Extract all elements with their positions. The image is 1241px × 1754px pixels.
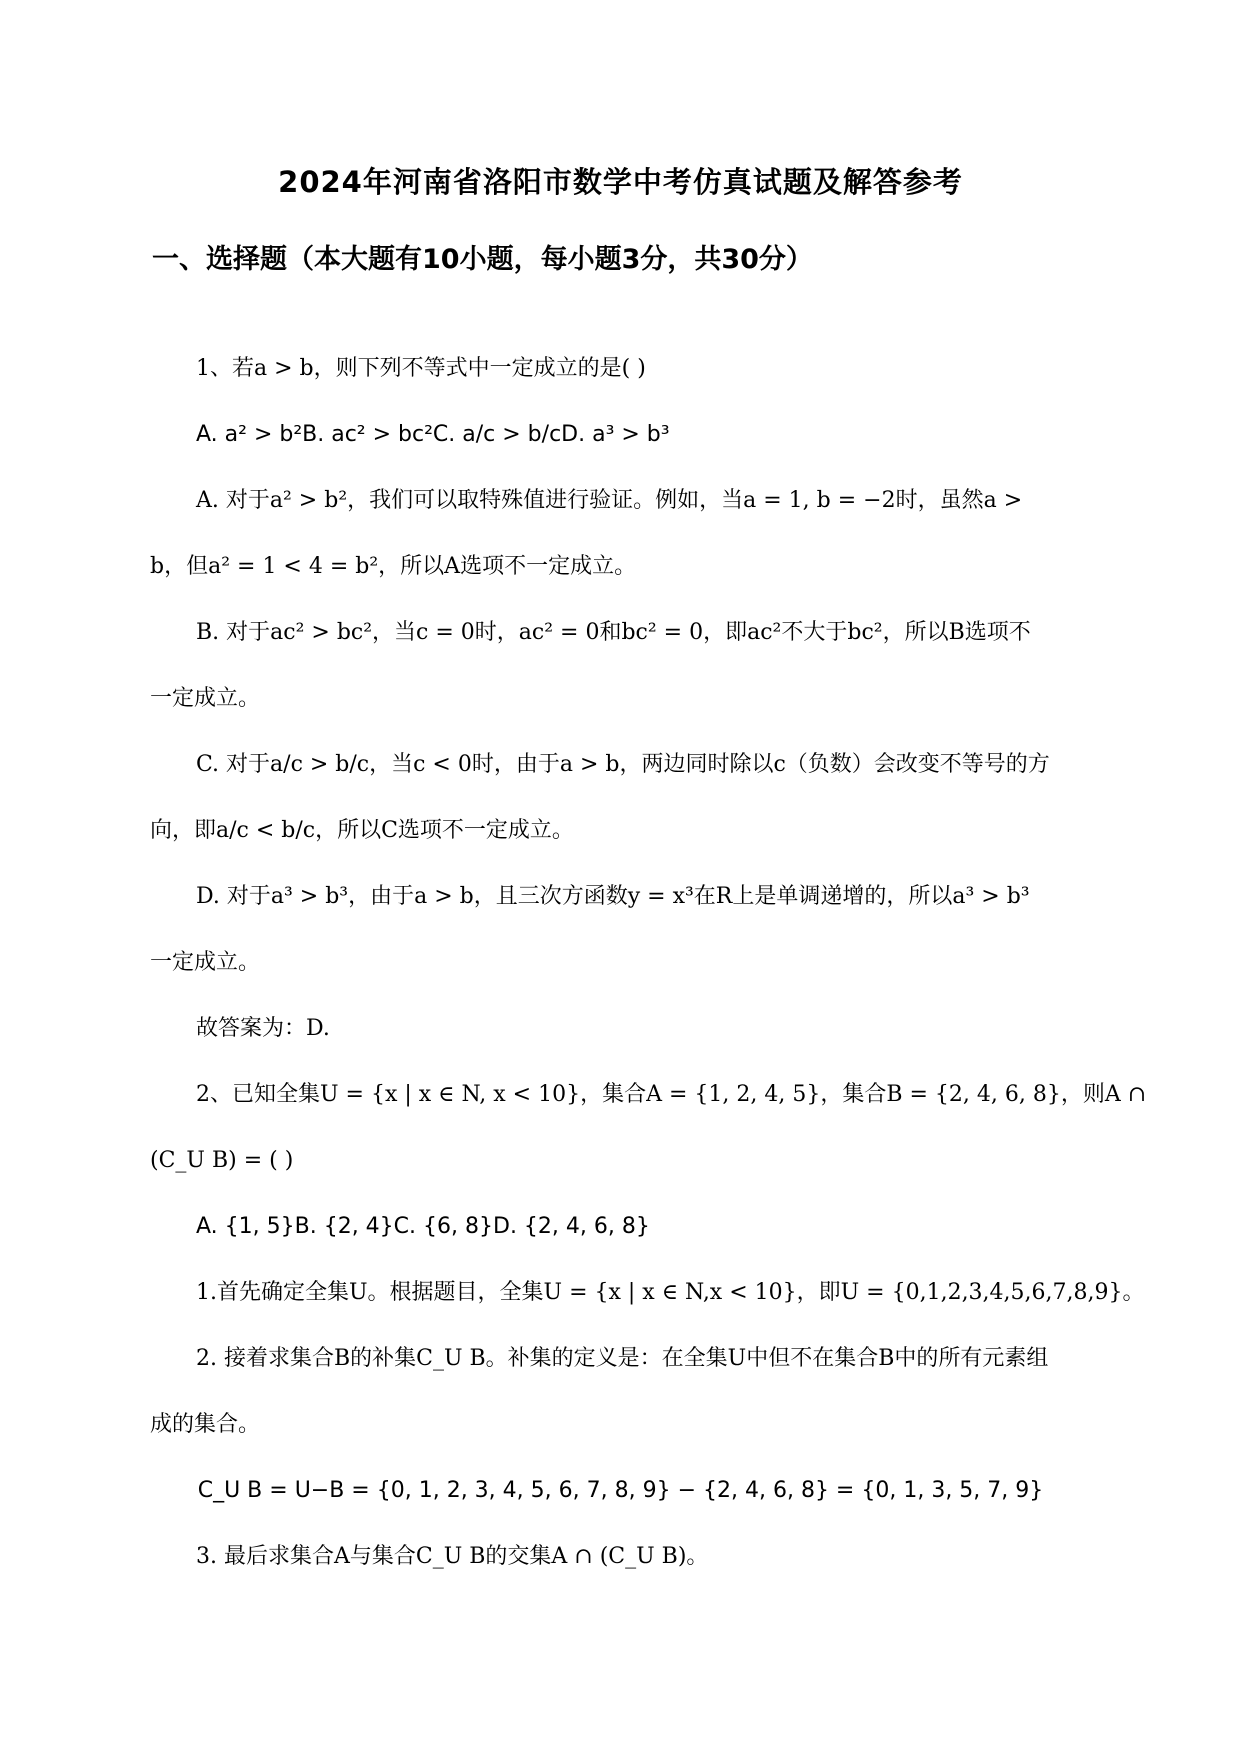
answer-1-b-line2: 一定成立。 [150,686,261,711]
answer-2-step2-line1: 2. 接着求集合B的补集C_U B。补集的定义是：在全集U中但不在集合B中的所有元素组 [196,1346,1049,1371]
question-1-options: A. a² > b²B. ac² > bc²C. a/c > b/cD. a³ > b³ [196,422,670,447]
answer-2-step1: 1.首先确定全集U。根据题目，全集U = {x | x ∈ N,x < 10}，即U = {0,1,2,3,4,5,6,7,8,9}。 [196,1280,1145,1305]
answer-1-c-line1: C. 对于a/c > b/c，当c < 0时，由于a > b，两边同时除以c（负数）会改变不等号的方 [196,752,1050,777]
answer-1-c-line2: 向，即a/c < b/c，所以C选项不一定成立。 [150,818,574,843]
answer-1-a-line2: b，但a² = 1 < 4 = b²，所以A选项不一定成立。 [150,554,637,579]
answer-1-b-line1: B. 对于ac² > bc²，当c = 0时，ac² = 0和bc² = 0，即ac²不大于bc²，所以B选项不 [196,620,1031,645]
question-1: 1、若a > b，则下列不等式中一定成立的是( ) [196,356,646,381]
answer-2-equation: C_U B = U−B = {0, 1, 2, 3, 4, 5, 6, 7, 8, 9} − {2, 4, 6, 8} = {0, 1, 3, 5, 7, 9} [197,1478,1044,1503]
answer-2-step2-line2: 成的集合。 [150,1412,261,1437]
answer-2-step3: 3. 最后求集合A与集合C_U B的交集A ∩ (C_U B)。 [196,1544,709,1569]
answer-1-d-line2: 一定成立。 [150,950,261,975]
page-title: 2024年河南省洛阳市数学中考仿真试题及解答参考 [278,165,963,199]
answer-1-conclusion: 故答案为：D. [196,1016,330,1041]
answer-1-a-line1: A. 对于a² > b²，我们可以取特殊值进行验证。例如，当a = 1, b = −2时，虽然a > [196,488,1023,513]
section-heading: 一、选择题（本大题有10小题，每小题3分，共30分） [152,244,813,275]
question-2-line2: (C_U B) = ( ) [150,1148,294,1173]
question-2-line1: 2、已知全集U = {x | x ∈ N, x < 10}，集合A = {1, 2, 4, 5}，集合B = {2, 4, 6, 8}，则A ∩ [196,1082,1147,1107]
answer-1-d-line1: D. 对于a³ > b³，由于a > b，且三次方函数y = x³在R上是单调递增的，所以a³ > b³ [196,884,1030,909]
question-2-options: A. {1, 5}B. {2, 4}C. {6, 8}D. {2, 4, 6, 8} [196,1214,650,1239]
